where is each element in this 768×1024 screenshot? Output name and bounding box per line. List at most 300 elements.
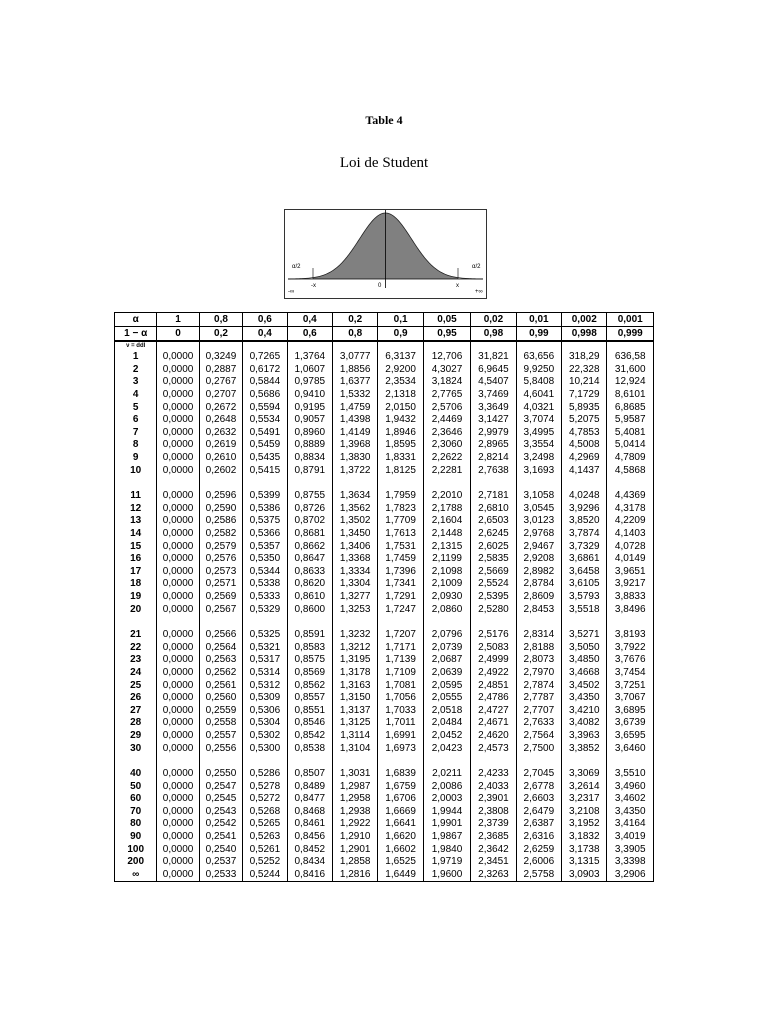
- quantile-value: 1,3722: [332, 464, 377, 477]
- quantile-value: 1,6839: [378, 768, 423, 781]
- ddl-empty-cell: [332, 341, 377, 351]
- ddl-empty-cell: [199, 341, 242, 351]
- alpha-value: 0,4: [287, 313, 332, 327]
- quantile-value: 10,214: [562, 376, 607, 389]
- alpha-value: 0,05: [423, 313, 470, 327]
- quantile-value: 2,2010: [423, 490, 470, 503]
- quantile-value: 1,8331: [378, 452, 423, 465]
- group-spacer: [115, 755, 654, 768]
- quantile-value: 1,3195: [332, 654, 377, 667]
- df-value: 7: [115, 427, 157, 440]
- quantile-value: 3,3963: [562, 730, 607, 743]
- quantile-value: 0,5309: [243, 692, 287, 705]
- quantile-value: 63,656: [516, 351, 561, 364]
- quantile-value: 0,8620: [287, 578, 332, 591]
- spacer-cell: [199, 477, 242, 490]
- quantile-value: 1,3406: [332, 540, 377, 553]
- quantile-value: 0,0000: [157, 856, 199, 869]
- quantile-value: 0,0000: [157, 603, 199, 616]
- spacer-cell: [243, 755, 287, 768]
- quantile-value: 3,7251: [607, 679, 654, 692]
- quantile-value: 0,2579: [199, 540, 242, 553]
- quantile-value: 2,5835: [471, 553, 516, 566]
- quantile-value: 4,3027: [423, 364, 470, 377]
- quantile-value: 0,0000: [157, 831, 199, 844]
- quantile-value: 3,6895: [607, 704, 654, 717]
- quantile-value: 2,0211: [423, 768, 470, 781]
- alpha-value: 0,001: [607, 313, 654, 327]
- quantile-value: 0,0000: [157, 553, 199, 566]
- quantile-value: 0,8461: [287, 818, 332, 831]
- quantile-value: 3,7074: [516, 414, 561, 427]
- quantile-value: 0,0000: [157, 641, 199, 654]
- quantile-value: 0,5344: [243, 566, 287, 579]
- quantile-value: 2,5758: [516, 869, 561, 882]
- alpha-value: 0,1: [378, 313, 423, 327]
- df-value: 15: [115, 540, 157, 553]
- quantile-value: 0,0000: [157, 793, 199, 806]
- quantile-value: 2,3808: [471, 806, 516, 819]
- quantile-value: 2,0484: [423, 717, 470, 730]
- quantile-value: 1,9944: [423, 806, 470, 819]
- quantile-value: 0,5375: [243, 515, 287, 528]
- spacer-cell: [243, 477, 287, 490]
- quantile-value: 0,0000: [157, 351, 199, 364]
- quantile-value: 0,2562: [199, 667, 242, 680]
- quantile-value: 1,3764: [287, 351, 332, 364]
- quantile-value: 3,9296: [562, 503, 607, 516]
- quantile-value: 0,2596: [199, 490, 242, 503]
- table-row: [115, 578, 654, 591]
- df-value: 24: [115, 667, 157, 680]
- alpha-value: 0,02: [471, 313, 516, 327]
- quantile-value: 2,8188: [516, 641, 561, 654]
- quantile-value: 0,5325: [243, 629, 287, 642]
- quantile-value: 5,4081: [607, 427, 654, 440]
- table-row: [115, 452, 654, 465]
- table-row: [115, 831, 654, 844]
- quantile-value: 0,0000: [157, 818, 199, 831]
- quantile-value: 1,7139: [378, 654, 423, 667]
- quantile-value: 0,5272: [243, 793, 287, 806]
- spacer-cell: [516, 616, 561, 629]
- quantile-value: 0,8889: [287, 439, 332, 452]
- quantile-value: 5,8935: [562, 401, 607, 414]
- quantile-value: 0,5317: [243, 654, 287, 667]
- df-value: 22: [115, 641, 157, 654]
- df-value: 25: [115, 679, 157, 692]
- quantile-value: 2,7633: [516, 717, 561, 730]
- quantile-value: 1,3212: [332, 641, 377, 654]
- quantile-value: 2,3263: [471, 869, 516, 882]
- quantile-value: 3,2906: [607, 869, 654, 882]
- quantile-value: 0,8569: [287, 667, 332, 680]
- table-row: [115, 591, 654, 604]
- spacer-cell: [115, 755, 157, 768]
- table-row: [115, 818, 654, 831]
- table-row: [115, 730, 654, 743]
- spacer-cell: [562, 755, 607, 768]
- table-row: [115, 843, 654, 856]
- df-value: 16: [115, 553, 157, 566]
- quantile-value: 3,4350: [607, 806, 654, 819]
- spacer-cell: [471, 477, 516, 490]
- table-number: Table 4: [365, 113, 403, 127]
- quantile-value: 31,600: [607, 364, 654, 377]
- quantile-value: 3,7067: [607, 692, 654, 705]
- quantile-value: 4,7809: [607, 452, 654, 465]
- quantile-value: 0,5300: [243, 742, 287, 755]
- quantile-value: 1,2901: [332, 843, 377, 856]
- quantile-value: 3,8520: [562, 515, 607, 528]
- student-t-table: [114, 312, 654, 882]
- df-value: 11: [115, 490, 157, 503]
- df-value: 29: [115, 730, 157, 743]
- quantile-value: 3,6861: [562, 553, 607, 566]
- spacer-cell: [287, 616, 332, 629]
- confidence-value: 0,4: [243, 327, 287, 342]
- quantile-value: 0,9410: [287, 389, 332, 402]
- quantile-value: 2,8784: [516, 578, 561, 591]
- quantile-value: 1,3450: [332, 528, 377, 541]
- quantile-value: 1,7011: [378, 717, 423, 730]
- spacer-cell: [332, 755, 377, 768]
- quantile-value: 0,0000: [157, 578, 199, 591]
- quantile-value: 2,6778: [516, 780, 561, 793]
- quantile-value: 2,7874: [516, 679, 561, 692]
- table-row: [115, 717, 654, 730]
- quantile-value: 1,3562: [332, 503, 377, 516]
- quantile-value: 0,0000: [157, 692, 199, 705]
- quantile-value: 1,7531: [378, 540, 423, 553]
- quantile-value: 1,6973: [378, 742, 423, 755]
- quantile-value: 0,0000: [157, 490, 199, 503]
- quantile-value: 3,6595: [607, 730, 654, 743]
- df-value: 28: [115, 717, 157, 730]
- quantile-value: 3,1738: [562, 843, 607, 856]
- df-value: 5: [115, 401, 157, 414]
- quantile-value: 0,2767: [199, 376, 242, 389]
- quantile-value: 2,3685: [471, 831, 516, 844]
- quantile-value: 3,0903: [562, 869, 607, 882]
- ddl-empty-cell: [423, 341, 470, 351]
- quantile-value: 0,8583: [287, 641, 332, 654]
- label-alpha-half-left: α/2: [292, 264, 301, 270]
- quantile-value: 1,3114: [332, 730, 377, 743]
- quantile-value: 0,0000: [157, 806, 199, 819]
- alpha-value: 0,8: [199, 313, 242, 327]
- quantile-value: 2,0003: [423, 793, 470, 806]
- quantile-value: 1,8125: [378, 464, 423, 477]
- quantile-value: 6,8685: [607, 401, 654, 414]
- quantile-value: 0,5329: [243, 603, 287, 616]
- quantile-value: 2,2622: [423, 452, 470, 465]
- quantile-value: 0,2541: [199, 831, 242, 844]
- quantile-value: 2,6316: [516, 831, 561, 844]
- quantile-value: 1,7291: [378, 591, 423, 604]
- quantile-value: 4,6041: [516, 389, 561, 402]
- quantile-value: 2,7765: [423, 389, 470, 402]
- quantile-value: 4,1403: [607, 528, 654, 541]
- quantile-value: 2,2281: [423, 464, 470, 477]
- quantile-value: 2,6810: [471, 503, 516, 516]
- quantile-value: 0,8681: [287, 528, 332, 541]
- ddl-empty-cell: [378, 341, 423, 351]
- df-value: 9: [115, 452, 157, 465]
- quantile-value: 3,1832: [562, 831, 607, 844]
- quantile-value: 0,2569: [199, 591, 242, 604]
- table-row: [115, 389, 654, 402]
- quantile-value: 3,9651: [607, 566, 654, 579]
- ddl-empty-cell: [471, 341, 516, 351]
- quantile-value: 2,3646: [423, 427, 470, 440]
- table-row: [115, 364, 654, 377]
- quantile-value: 1,3277: [332, 591, 377, 604]
- confidence-value: 0,6: [287, 327, 332, 342]
- spacer-cell: [423, 755, 470, 768]
- table-row: [115, 692, 654, 705]
- quantile-value: 1,3968: [332, 439, 377, 452]
- quantile-value: 2,1604: [423, 515, 470, 528]
- confidence-value: 0: [157, 327, 199, 342]
- quantile-value: 1,6641: [378, 818, 423, 831]
- quantile-value: 3,6105: [562, 578, 607, 591]
- table-row: [115, 401, 654, 414]
- quantile-value: 0,0000: [157, 780, 199, 793]
- quantile-value: 0,0000: [157, 629, 199, 642]
- spacer-cell: [562, 477, 607, 490]
- label-plus-infinity: +∞: [475, 289, 483, 295]
- quantile-value: 0,0000: [157, 869, 199, 882]
- df-value: 19: [115, 591, 157, 604]
- quantile-value: 0,9195: [287, 401, 332, 414]
- quantile-value: 2,4620: [471, 730, 516, 743]
- quantile-value: 5,9587: [607, 414, 654, 427]
- quantile-value: 2,3901: [471, 793, 516, 806]
- quantile-value: 1,2922: [332, 818, 377, 831]
- quantile-value: 0,0000: [157, 591, 199, 604]
- quantile-value: 0,5314: [243, 667, 287, 680]
- table-row: [115, 603, 654, 616]
- quantile-value: 0,2559: [199, 704, 242, 717]
- quantile-value: 1,2958: [332, 793, 377, 806]
- spacer-cell: [607, 755, 654, 768]
- quantile-value: 0,0000: [157, 364, 199, 377]
- quantile-value: 31,821: [471, 351, 516, 364]
- quantile-value: 2,5669: [471, 566, 516, 579]
- quantile-value: 2,5083: [471, 641, 516, 654]
- quantile-value: 0,5321: [243, 641, 287, 654]
- label-minus-infinity: -∞: [288, 289, 295, 295]
- confidence-value: 0,99: [516, 327, 561, 342]
- spacer-cell: [516, 755, 561, 768]
- table-row: [115, 490, 654, 503]
- df-value: 21: [115, 629, 157, 642]
- quantile-value: 12,706: [423, 351, 470, 364]
- quantile-value: 2,9467: [516, 540, 561, 553]
- quantile-value: 1,7959: [378, 490, 423, 503]
- quantile-value: 2,7500: [516, 742, 561, 755]
- quantile-value: 2,4851: [471, 679, 516, 692]
- confidence-value: 0,998: [562, 327, 607, 342]
- quantile-value: 0,8477: [287, 793, 332, 806]
- quantile-value: 1,3178: [332, 667, 377, 680]
- quantile-value: 0,2571: [199, 578, 242, 591]
- quantile-value: 2,3451: [471, 856, 516, 869]
- quantile-value: 5,8408: [516, 376, 561, 389]
- header-confidence-row: [115, 327, 654, 342]
- quantile-value: 2,9208: [516, 553, 561, 566]
- quantile-value: 3,2108: [562, 806, 607, 819]
- quantile-value: 0,0000: [157, 528, 199, 541]
- quantile-value: 4,3178: [607, 503, 654, 516]
- spacer-cell: [157, 477, 199, 490]
- student-distribution-figure: [284, 209, 487, 299]
- quantile-value: 0,8416: [287, 869, 332, 882]
- quantile-value: 2,8982: [516, 566, 561, 579]
- quantile-value: 0,5350: [243, 553, 287, 566]
- table-row: [115, 427, 654, 440]
- quantile-value: 3,0777: [332, 351, 377, 364]
- quantile-value: 1,6602: [378, 843, 423, 856]
- quantile-value: 1,3125: [332, 717, 377, 730]
- quantile-value: 2,0639: [423, 667, 470, 680]
- quantile-value: 636,58: [607, 351, 654, 364]
- spacer-cell: [115, 616, 157, 629]
- quantile-value: 2,8453: [516, 603, 561, 616]
- quantile-value: 0,2542: [199, 818, 242, 831]
- table-row: [115, 376, 654, 389]
- quantile-value: 2,4922: [471, 667, 516, 680]
- quantile-value: 0,8591: [287, 629, 332, 642]
- table-row: [115, 566, 654, 579]
- quantile-value: 1,6669: [378, 806, 423, 819]
- quantile-value: 0,5312: [243, 679, 287, 692]
- table-row: [115, 780, 654, 793]
- quantile-value: 1,6377: [332, 376, 377, 389]
- quantile-value: 3,3554: [516, 439, 561, 452]
- quantile-value: 0,8726: [287, 503, 332, 516]
- quantile-value: 5,2075: [562, 414, 607, 427]
- spacer-cell: [562, 616, 607, 629]
- table-row: [115, 439, 654, 452]
- quantile-value: 0,2573: [199, 566, 242, 579]
- quantile-value: 1,7081: [378, 679, 423, 692]
- quantile-value: 0,6172: [243, 364, 287, 377]
- quantile-value: 0,0000: [157, 742, 199, 755]
- confidence-value: 0,9: [378, 327, 423, 342]
- quantile-value: 0,0000: [157, 566, 199, 579]
- quantile-value: 2,7564: [516, 730, 561, 743]
- quantile-value: 3,4082: [562, 717, 607, 730]
- quantile-value: 1,7033: [378, 704, 423, 717]
- quantile-value: 3,8833: [607, 591, 654, 604]
- quantile-value: 1,3634: [332, 490, 377, 503]
- quantile-value: 2,0555: [423, 692, 470, 705]
- quantile-value: 0,0000: [157, 768, 199, 781]
- quantile-value: 0,5252: [243, 856, 287, 869]
- quantile-value: 0,0000: [157, 515, 199, 528]
- quantile-value: 3,1952: [562, 818, 607, 831]
- table-row: [115, 704, 654, 717]
- df-value: 14: [115, 528, 157, 541]
- df-value: 13: [115, 515, 157, 528]
- quantile-value: 0,5244: [243, 869, 287, 882]
- confidence-value: 0,2: [199, 327, 242, 342]
- quantile-value: 1,3150: [332, 692, 377, 705]
- quantile-value: 1,6449: [378, 869, 423, 882]
- ddl-label: ν = ddl: [115, 341, 157, 351]
- quantile-value: 0,0000: [157, 389, 199, 402]
- table-row: [115, 629, 654, 642]
- quantile-value: 1,3253: [332, 603, 377, 616]
- quantile-value: 2,7707: [516, 704, 561, 717]
- quantile-value: 1,6706: [378, 793, 423, 806]
- quantile-value: 2,7638: [471, 464, 516, 477]
- quantile-value: 1,7207: [378, 629, 423, 642]
- quantile-value: 0,2582: [199, 528, 242, 541]
- df-value: 6: [115, 414, 157, 427]
- quantile-value: 1,2910: [332, 831, 377, 844]
- quantile-value: 1,6525: [378, 856, 423, 869]
- quantile-value: 0,2563: [199, 654, 242, 667]
- df-value: 90: [115, 831, 157, 844]
- spacer-cell: [199, 616, 242, 629]
- df-value: 12: [115, 503, 157, 516]
- table-row: [115, 742, 654, 755]
- quantile-value: 4,1437: [562, 464, 607, 477]
- quantile-value: 0,2547: [199, 780, 242, 793]
- quantile-value: 1,9719: [423, 856, 470, 869]
- df-value: 3: [115, 376, 157, 389]
- quantile-value: 0,0000: [157, 464, 199, 477]
- quantile-value: 2,0595: [423, 679, 470, 692]
- quantile-value: 4,0321: [516, 401, 561, 414]
- quantile-value: 1,7341: [378, 578, 423, 591]
- quantile-value: 1,7709: [378, 515, 423, 528]
- quantile-value: 0,0000: [157, 704, 199, 717]
- quantile-value: 0,8562: [287, 679, 332, 692]
- confidence-value: 0,95: [423, 327, 470, 342]
- quantile-value: 2,6025: [471, 540, 516, 553]
- quantile-value: 0,2545: [199, 793, 242, 806]
- ddl-empty-cell: [562, 341, 607, 351]
- quantile-value: 0,3249: [199, 351, 242, 364]
- spacer-cell: [607, 616, 654, 629]
- quantile-value: 2,6503: [471, 515, 516, 528]
- confidence-value: 0,98: [471, 327, 516, 342]
- quantile-value: 0,2887: [199, 364, 242, 377]
- quantile-value: 0,5306: [243, 704, 287, 717]
- quantile-value: 0,0000: [157, 401, 199, 414]
- quantile-value: 0,8452: [287, 843, 332, 856]
- quantile-value: 0,5263: [243, 831, 287, 844]
- df-value: 17: [115, 566, 157, 579]
- alpha-value: 1: [157, 313, 199, 327]
- quantile-value: 0,8456: [287, 831, 332, 844]
- quantile-value: 3,7329: [562, 540, 607, 553]
- quantile-value: 2,8314: [516, 629, 561, 642]
- quantile-value: 3,5793: [562, 591, 607, 604]
- quantile-value: 1,3163: [332, 679, 377, 692]
- quantile-value: 3,4502: [562, 679, 607, 692]
- quantile-value: 3,7469: [471, 389, 516, 402]
- quantile-value: 2,9200: [378, 364, 423, 377]
- quantile-value: 0,0000: [157, 439, 199, 452]
- table-row: [115, 869, 654, 882]
- quantile-value: 0,5304: [243, 717, 287, 730]
- quantile-value: 2,5176: [471, 629, 516, 642]
